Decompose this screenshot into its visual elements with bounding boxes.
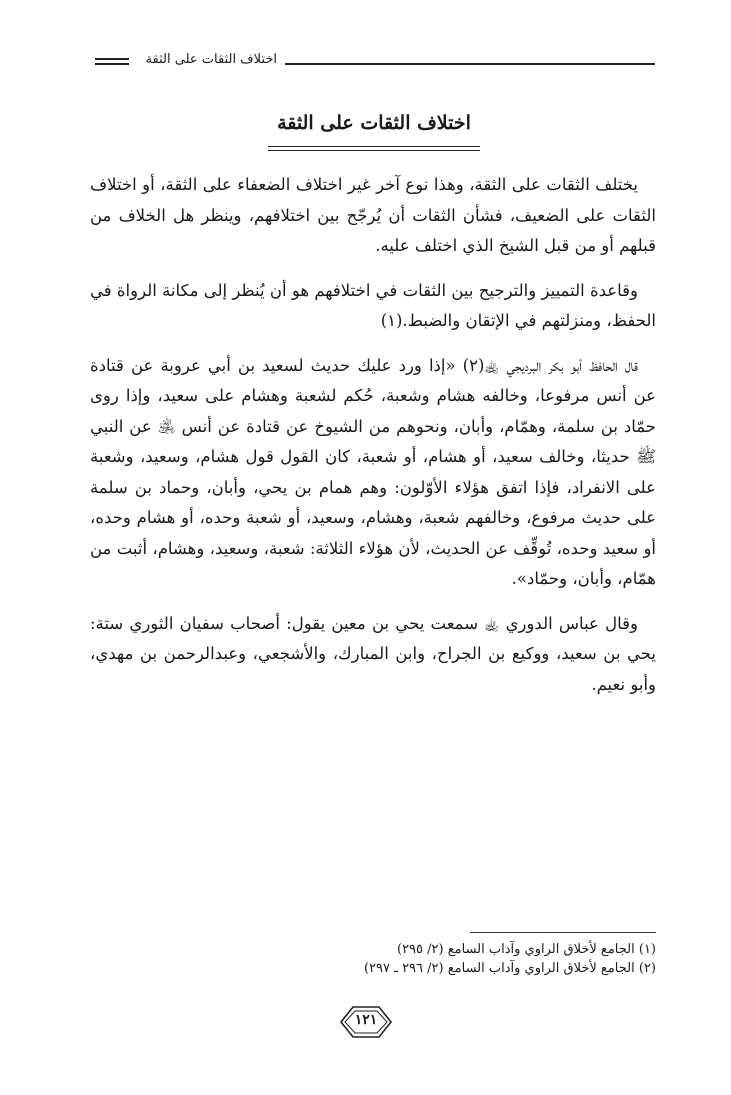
paragraph-4: وقال عباس الدوري ﵀ سمعت يحي بن معين يقول: أصحاب سفيان الثوري ستة: يحي بن سعيد، ووكيع بن الجراح، وابن المبارك، والأشجعي، وعبدالرحمن بن مهدي، وأبو نعيم. bbox=[90, 613, 656, 694]
paragraph-3: قال الحافظ أبو بكر البرديجي ﵀(٢) «إذا ورد عليك حديث لسعيد بن أبي عروبة عن قتادة عن أنس مرفوعا، وخالفه هشام وشعبة، حُكم لشعبة وهشام على سعيد، وإذا روى حمّاد بن سلمة، وهمّام، وأبان، ونحوهم من الشيوخ عن قتادة عن أنس ﵁ عن النبي ﷺ حديثا، وخالف سعيد، أو هشام، أو شعبة، كان القول قول هشام، وسعيد، وشعبة على الانفراد، فإذا اتفق هؤلاء الأوّلون: وهم همام بن يحي، وأبان، وحماد بن سلمة على حديث مرفوع، وخالفهم شعبة، وهشام، وسعيد، أو شعبة وحده، أو هشام وحده، أو سعيد وحده، تُوقِّف عن الحديث، لأن هؤلاء الثلاثة: شعبة، وسعيد، وهشام، أثبت من همّام، وأبان، وحمّاد». bbox=[90, 355, 656, 588]
running-title: اختلاف الثقات على الثقة bbox=[145, 52, 277, 67]
paragraph-1: يختلف الثقات على الثقة، وهذا نوع آخر غير اختلاف الضعفاء على الثقة، أو اختلاف الثقات على الضعيف، فشأن الثقات أن يُرجّح بين اختلافهم، وينظر هل الخلاف من قبلهم أو من قبل الشيخ الذي اختلف عليه. bbox=[90, 175, 656, 255]
footnote-separator bbox=[470, 932, 656, 933]
running-header bbox=[95, 50, 655, 74]
header-ornament bbox=[95, 58, 129, 68]
page-number bbox=[335, 1004, 397, 1040]
footnote-1: (١) الجامع لأخلاق الراوي وآداب السامع (٢/ ٢٩٥) bbox=[397, 942, 656, 957]
footnotes bbox=[200, 940, 656, 978]
header-rule bbox=[285, 63, 655, 65]
title-underline bbox=[268, 146, 480, 147]
body-text bbox=[90, 170, 656, 714]
chapter-title: اختلاف الثقات على الثقة bbox=[277, 112, 471, 134]
page-number-text: ١٢١ bbox=[354, 1012, 378, 1028]
title-underline-second bbox=[268, 150, 480, 151]
footnote-2: (٢) الجامع لأخلاق الراوي وآداب السامع (٢/ ٢٩٦ ـ ٢٩٧) bbox=[363, 961, 656, 976]
paragraph-2: وقاعدة التمييز والترجيح بين الثقات في اختلافهم هو أن يُنظر إلى مكانة الرواة في الحفظ، ومنزلتهم في الإتقان والضبط.(١) bbox=[90, 280, 656, 330]
